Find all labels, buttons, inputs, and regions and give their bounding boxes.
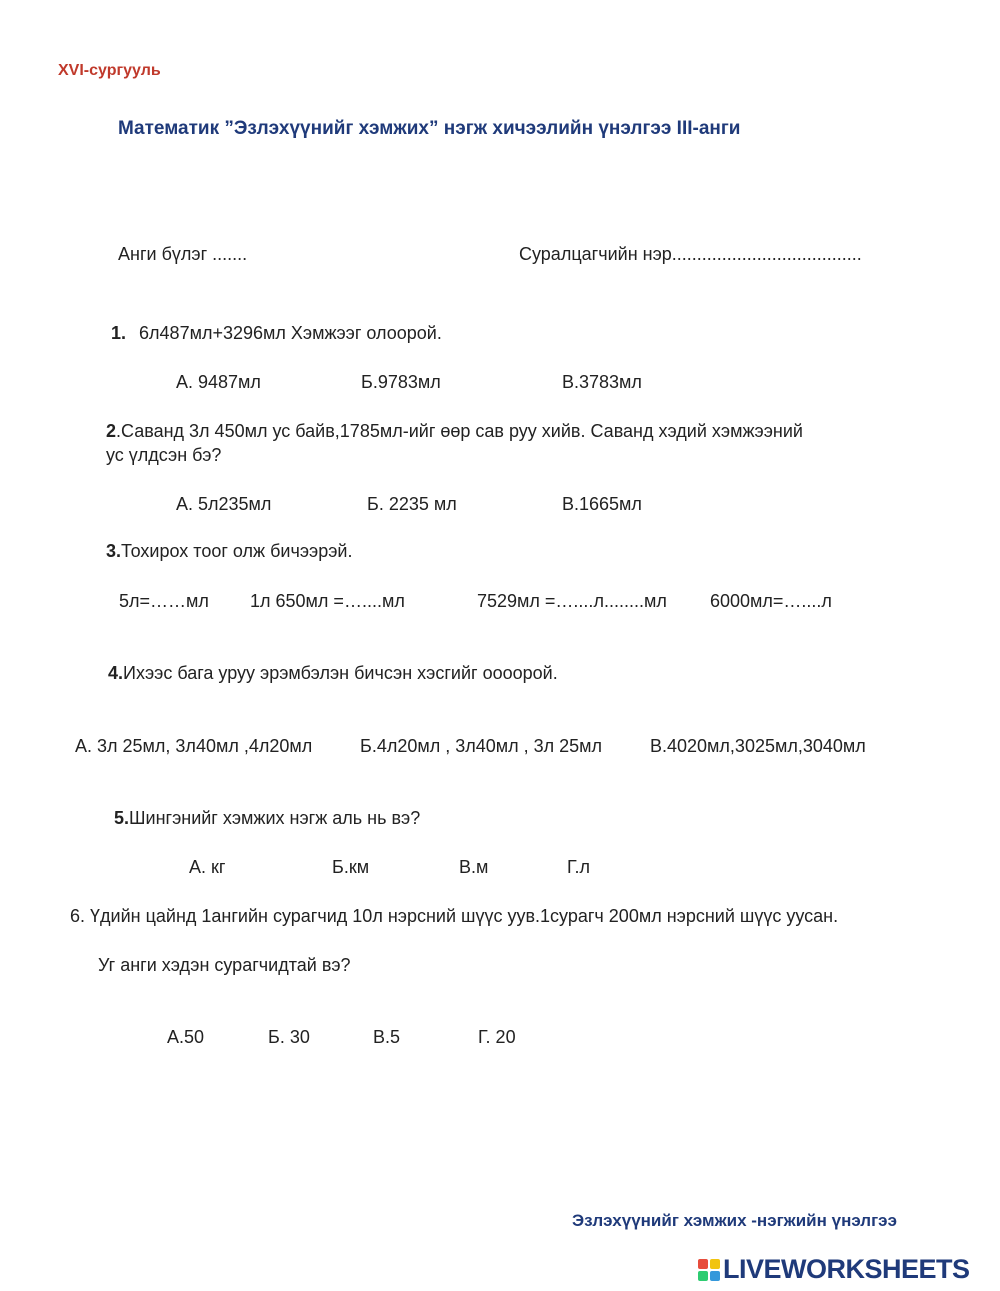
option: В.4020мл,3025мл,3040мл bbox=[650, 736, 866, 756]
group-field: Анги бүлэг ....... bbox=[118, 244, 248, 264]
question-4 bbox=[108, 662, 558, 684]
fill-blank: 5л=……мл bbox=[119, 591, 209, 611]
fill-blank: 1л 650мл =…....мл bbox=[250, 591, 405, 611]
question-number: 1. bbox=[111, 323, 127, 343]
page-title: Математик ”Эзлэхүүнийг хэмжих” нэгж хичээлийн үнэлгээ III-анги bbox=[118, 118, 741, 139]
option: А. 3л 25мл, 3л40мл ,4л20мл bbox=[75, 736, 313, 756]
option: В.3783мл bbox=[562, 372, 642, 392]
option: Г.л bbox=[567, 857, 591, 877]
question-3 bbox=[106, 540, 352, 562]
question-2 bbox=[106, 420, 803, 442]
question-text: Тохирох тоог олж бичээрэй. bbox=[121, 541, 353, 561]
logo-text: LIVEWORKSHEETS bbox=[723, 1254, 970, 1284]
question-text: Ихээс бага уруу эрэмбэлэн бичсэн хэсгийг оооорой. bbox=[123, 663, 558, 683]
footer-title: Эзлэхүүнийг хэмжих -нэгжийн үнэлгээ bbox=[572, 1211, 897, 1230]
question-number: 2 bbox=[106, 421, 117, 441]
option: Б. 30 bbox=[268, 1027, 310, 1047]
question-text: Үдийн цайнд 1ангийн сурагчид 10л нэрсний шүүс уув.1сурагч 200мл нэрсний шүүс уусан. bbox=[85, 906, 839, 926]
liveworksheets-logo bbox=[698, 1254, 970, 1285]
question-number: 4. bbox=[108, 663, 124, 683]
question-text: Шингэнийг хэмжих нэгж аль нь вэ? bbox=[129, 808, 421, 828]
option: Б.4л20мл , 3л40мл , 3л 25мл bbox=[360, 736, 603, 756]
question-number: 3. bbox=[106, 541, 122, 561]
question-text-line2: ус үлдсэн бэ? bbox=[106, 445, 222, 465]
question-text-line2: Уг анги хэдэн сурагчидтай вэ? bbox=[98, 955, 351, 975]
question-6 bbox=[70, 905, 838, 927]
option: А. 9487мл bbox=[176, 372, 261, 392]
question-5 bbox=[114, 807, 420, 829]
option: А.50 bbox=[167, 1027, 205, 1047]
question-text: 6л487мл+3296мл Хэмжээг олоорой. bbox=[139, 323, 442, 343]
fill-blank: 6000мл=…....л bbox=[710, 591, 832, 611]
option: В.5 bbox=[373, 1027, 401, 1047]
option: В.1665мл bbox=[562, 494, 642, 514]
option: Г. 20 bbox=[478, 1027, 516, 1047]
option: А. кг bbox=[189, 857, 226, 877]
school-name: XVI-сургууль bbox=[58, 62, 161, 79]
option: Б.км bbox=[332, 857, 370, 877]
fill-blank: 7529мл =…....л........мл bbox=[477, 591, 667, 611]
question-1 bbox=[111, 322, 442, 344]
question-text: .Саванд 3л 450мл ус байв,1785мл-ийг өөр сав руу хийв. Саванд хэдий хэмжээний bbox=[116, 421, 803, 441]
option: А. 5л235мл bbox=[176, 494, 272, 514]
option: Б. 2235 мл bbox=[367, 494, 457, 514]
question-number: 5. bbox=[114, 808, 130, 828]
option: Б.9783мл bbox=[361, 372, 441, 392]
logo-icon bbox=[698, 1259, 720, 1281]
option: В.м bbox=[459, 857, 489, 877]
student-name-field: Суралцагчийн нэр...................................... bbox=[519, 244, 862, 264]
question-number: 6. bbox=[70, 906, 86, 926]
